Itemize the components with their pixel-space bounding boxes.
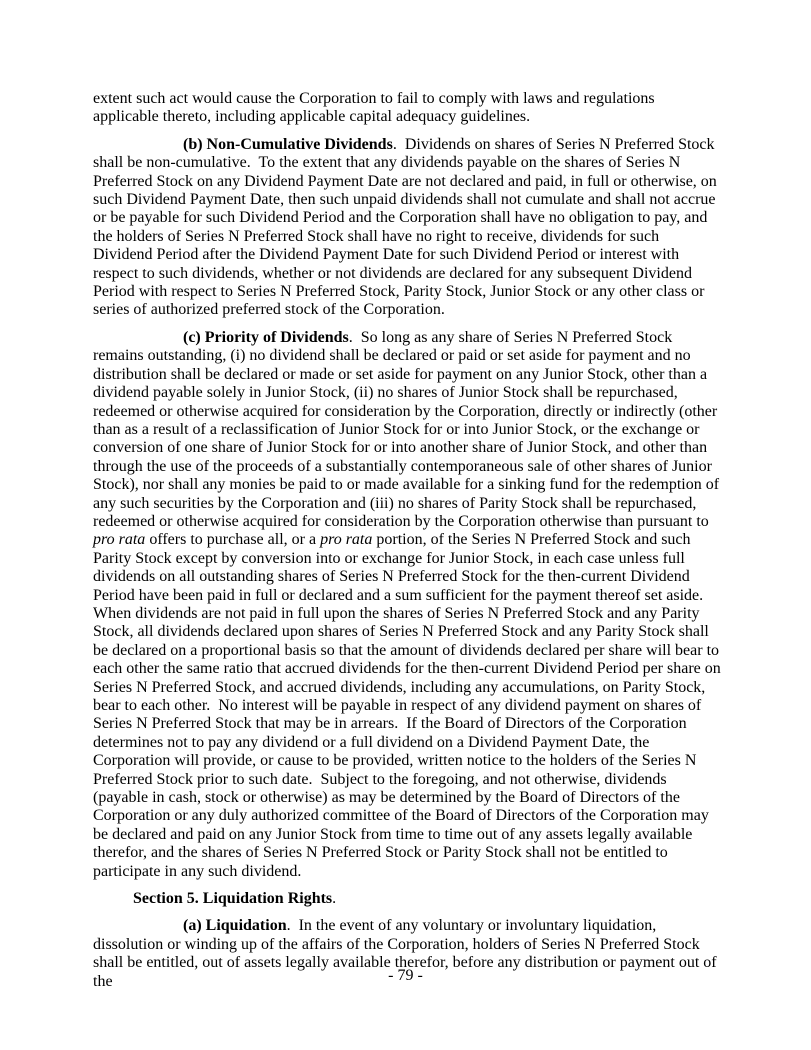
paragraph-b-text: . Dividends on shares of Series N Preferred Stock shall be non-cumulative. To the extent that any dividends payable on the shares of Series N Preferred Stock on any Dividend Payment Date are not declared and paid, in full or otherwise, on such Dividend Payment Date, then such unpaid dividends shall not cumulate and shall not accrue or be payable for such Dividend Period and the Corporation shall have no obligation to pay, and the holders of Series N Preferred Stock shall have no right to receive, dividends for such Dividend Period after the Dividend Payment Date for such Dividend Period or interest with respect to such dividends, whether or not dividends are declared for any subsequent Dividend Period with respect to Series N Preferred Stock, Parity Stock, Junior Stock or any other class or series of authorized preferred stock of the Corporation.: [93, 135, 721, 319]
page-number: - 79 -: [388, 967, 423, 984]
paragraph-priority-of-dividends: [93, 328, 725, 881]
paragraph-c-italic-pro-rata-1: pro rata: [93, 531, 146, 549]
paragraph-a-text: . In the event of any voluntary or involuntary liquidation, dissolution or winding up of the affairs of the Corporation, holders of Series N Preferred Stock shall be entitled, out of assets legally available therefor, before any distribution or payment out of the: [93, 917, 721, 990]
section-5-heading-bold: Section 5. Liquidation Rights: [133, 890, 333, 908]
paragraph-non-cumulative-dividends: [93, 136, 722, 320]
section-5-heading: [93, 890, 722, 908]
paragraph-b-heading: (b) Non-Cumulative Dividends: [183, 135, 393, 153]
paragraph-c-text-1: . So long as any share of Series N Preferred Stock remains outstanding, (i) no dividend shall be declared or paid or set aside for payment and no distribution shall be declared or made or set aside for payment on any Junior Stock, other than a dividend payable solely in Junior Stock, (ii) no shares of Junior Stock shall be repurchased, redeemed or otherwise acquired for consideration by the Corporation, directly or indirectly (other than as a result of a reclassification of Junior Stock for or into Junior Stock, or the exchange or conversion of one share of Junior Stock for or into another share of Junior Stock, and other than through the use of the proceeds of a substantially contemporaneous sale of other shares of Junior Stock), nor shall any monies be paid to or made available for a sinking fund for the redemption of any such securities by the Corporation and (iii) no shares of Parity Stock shall be repurchased, redeemed or otherwise acquired for consideration by the Corporation otherwise than pursuant to: [93, 328, 724, 530]
paragraph-c-heading: (c) Priority of Dividends: [183, 328, 349, 346]
section-5-heading-period: .: [332, 890, 337, 908]
paragraph-c-text-2: offers to purchase all, or a: [145, 531, 321, 549]
paragraph-continuation: extent such act would cause the Corporation to fail to comply with laws and regulations applicable thereto, including applicable capital adequacy guidelines.: [93, 90, 659, 126]
paragraph-c-italic-pro-rata-2: pro rata: [320, 531, 373, 549]
paragraph-c-text-3: portion, of the Series N Preferred Stock and such Parity Stock except by conversion into or exchange for Junior Stock, in each case unless full dividends on all outstanding shares of Series N Preferred Stock for the then-current Dividend Period have been paid in full or declared and a sum sufficient for the payment thereof set aside. When dividends are not paid in full upon the shares of Series N Preferred Stock and any Parity Stock, all dividends declared upon shares of Series N Preferred Stock and any Parity Stock shall be declared on a proportional basis so that the amount of dividends declared per share will bear to each other the same ratio that accrued dividends for the then-current Dividend Period per share on Series N Preferred Stock, and accrued dividends, including any accumulations, on Parity Stock, bear to each other. No interest will be payable in respect of any dividend payment on shares of Series N Preferred Stock that may be in arrears. If the Board of Directors of the Corporation determines not to pay any dividend or a full dividend on a Dividend Payment Date, the Corporation will provide, or cause to be provided, written notice to the holders of the Series N Preferred Stock prior to such date. Subject to the foregoing, and not otherwise, dividends (payable in cash, stock or otherwise) as may be determined by the Board of Directors of the Corporation or any duly authorized committee of the Board of Directors of the Corporation may be declared and paid on any Junior Stock from time to time out of any assets legally available therefor, and the shares of Series N Preferred Stock or Parity Stock shall not be entitled to participate in any such dividend.: [93, 531, 725, 880]
document-page-body: [93, 90, 725, 1000]
paragraph-a-heading: (a) Liquidation: [183, 917, 287, 935]
